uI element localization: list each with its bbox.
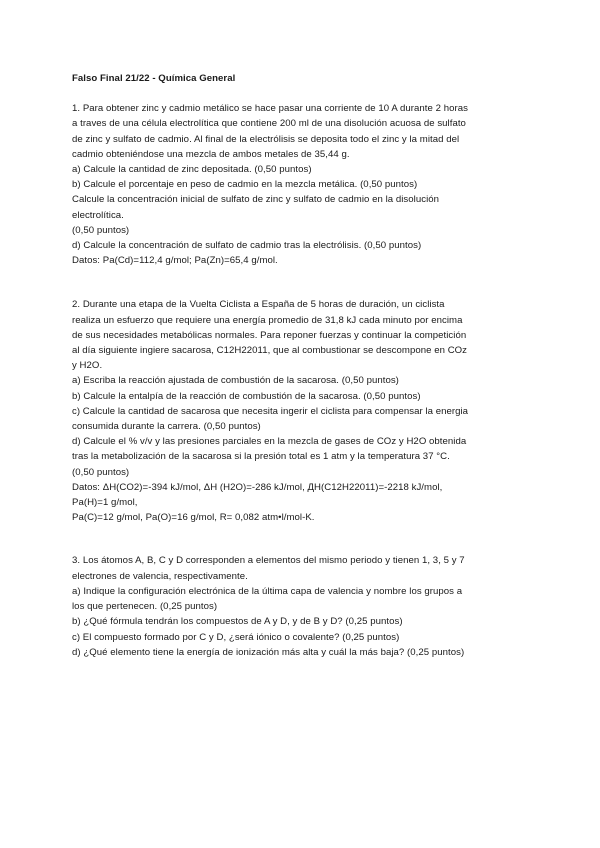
question-1-line: electrolítica. (72, 209, 124, 221)
document-content (72, 71, 532, 660)
question-2-data: Pa(C)=12 g/mol, Pa(O)=16 g/mol, R= 0,082 atm•l/mol-K. (72, 512, 315, 524)
question-3 (72, 553, 532, 659)
question-2-line: y H2O. (72, 360, 103, 372)
question-3-part-d: d) ¿Qué elemento tiene la energía de ionización más alta y cuál la más baja? (0,25 puntos) (72, 646, 465, 658)
question-2 (72, 297, 532, 525)
question-2-line: 2. Durante una etapa de la Vuelta Ciclista a España de 5 horas de duración, un ciclista (72, 299, 445, 311)
question-1-part-d: d) Calcule la concentración de sulfato de cadmio tras la electrólisis. (0,50 puntos) (72, 240, 422, 252)
question-1-points: (0,50 puntos) (72, 224, 130, 236)
question-1-data: Datos: Pa(Cd)=112,4 g/mol; Pa(Zn)=65,4 g/mol. (72, 255, 278, 267)
question-2-line: tras la metabolización de la sacarosa si la presión total es 1 atm y la temperatura 37 °C. (72, 451, 450, 463)
question-1-part-c: Calcule la concentración inicial de sulfato de zinc y sulfato de cadmio en la disolución (72, 194, 440, 206)
question-2-part-a: a) Escriba la reacción ajustada de combustión de la sacarosa. (0,50 puntos) (72, 375, 399, 387)
question-1-line: cadmio obteniéndose una mezcla de ambos metales de 35,44 g. (72, 148, 350, 160)
question-2-line: realiza un esfuerzo que requiere una energía promedio de 31,8 kJ cada minuto por encima (72, 314, 463, 326)
question-3-line: electrones de valencia, respectivamente. (72, 570, 248, 582)
question-1 (72, 101, 532, 268)
question-1-line: 1. Para obtener zinc y cadmio metálico se hace pasar una corriente de 10 A durante 2 horas (72, 103, 468, 115)
question-2-part-d: d) Calcule el % v/v y las presiones parciales en la mezcla de gases de COz y H2O obtenida (72, 436, 467, 448)
question-1-line: a traves de una célula electrolítica que contiene 200 ml de una disolución acuosa de sulfato (72, 118, 466, 130)
question-2-line: de sus necesidades metabólicas normales. Para reponer fuerzas y continuar la competición (72, 329, 467, 341)
question-2-points: (0,50 puntos) (72, 466, 130, 478)
question-3-part-b: b) ¿Qué fórmula tendrán los compuestos de A y D, y de B y D? (0,25 puntos) (72, 616, 403, 628)
question-1-part-a: a) Calcule la cantidad de zinc depositada. (0,50 puntos) (72, 164, 312, 176)
question-2-part-c: c) Calcule la cantidad de sacarosa que necesita ingerir el ciclista para compensar la energia (72, 405, 469, 417)
question-1-line: de zinc y sulfato de cadmio. Al final de la electrólisis se deposita todo el zinc y la mitad del (72, 133, 460, 145)
question-2-data: Pa(H)=1 g/mol, (72, 497, 138, 509)
question-2-line: consumida durante la carrera. (0,50 puntos) (72, 421, 261, 433)
question-2-part-b: b) Calcule la entalpía de la reacción de combustión de la sacarosa. (0,50 puntos) (72, 390, 421, 402)
question-1-part-b: b) Calcule el porcentaje en peso de cadmio en la mezcla metálica. (0,50 puntos) (72, 179, 418, 191)
question-3-line: los que pertenecen. (0,25 puntos) (72, 601, 218, 613)
question-3-part-a: a) Indique la configuración electrónica de la última capa de valencia y nombre los grupos a (72, 585, 463, 597)
question-2-line: al día siguiente ingiere sacarosa, C12H22011, que al combustionar se descompone en COz (72, 345, 468, 357)
document-title: Falso Final 21/22 - Química General (72, 73, 236, 84)
question-3-line: 3. Los átomos A, B, C y D corresponden a elementos del mismo periodo y tienen 1, 3, 5 y 7 (72, 555, 465, 567)
question-3-part-c: c) El compuesto formado por C y D, ¿será iónico o covalente? (0,25 puntos) (72, 631, 400, 643)
question-2-data: Datos: ΔH(CO2)=-394 kJ/mol, ΔH (H2O)=-286 kJ/mol, ДH(C12H22011)=-2218 kJ/mol, (72, 481, 443, 493)
